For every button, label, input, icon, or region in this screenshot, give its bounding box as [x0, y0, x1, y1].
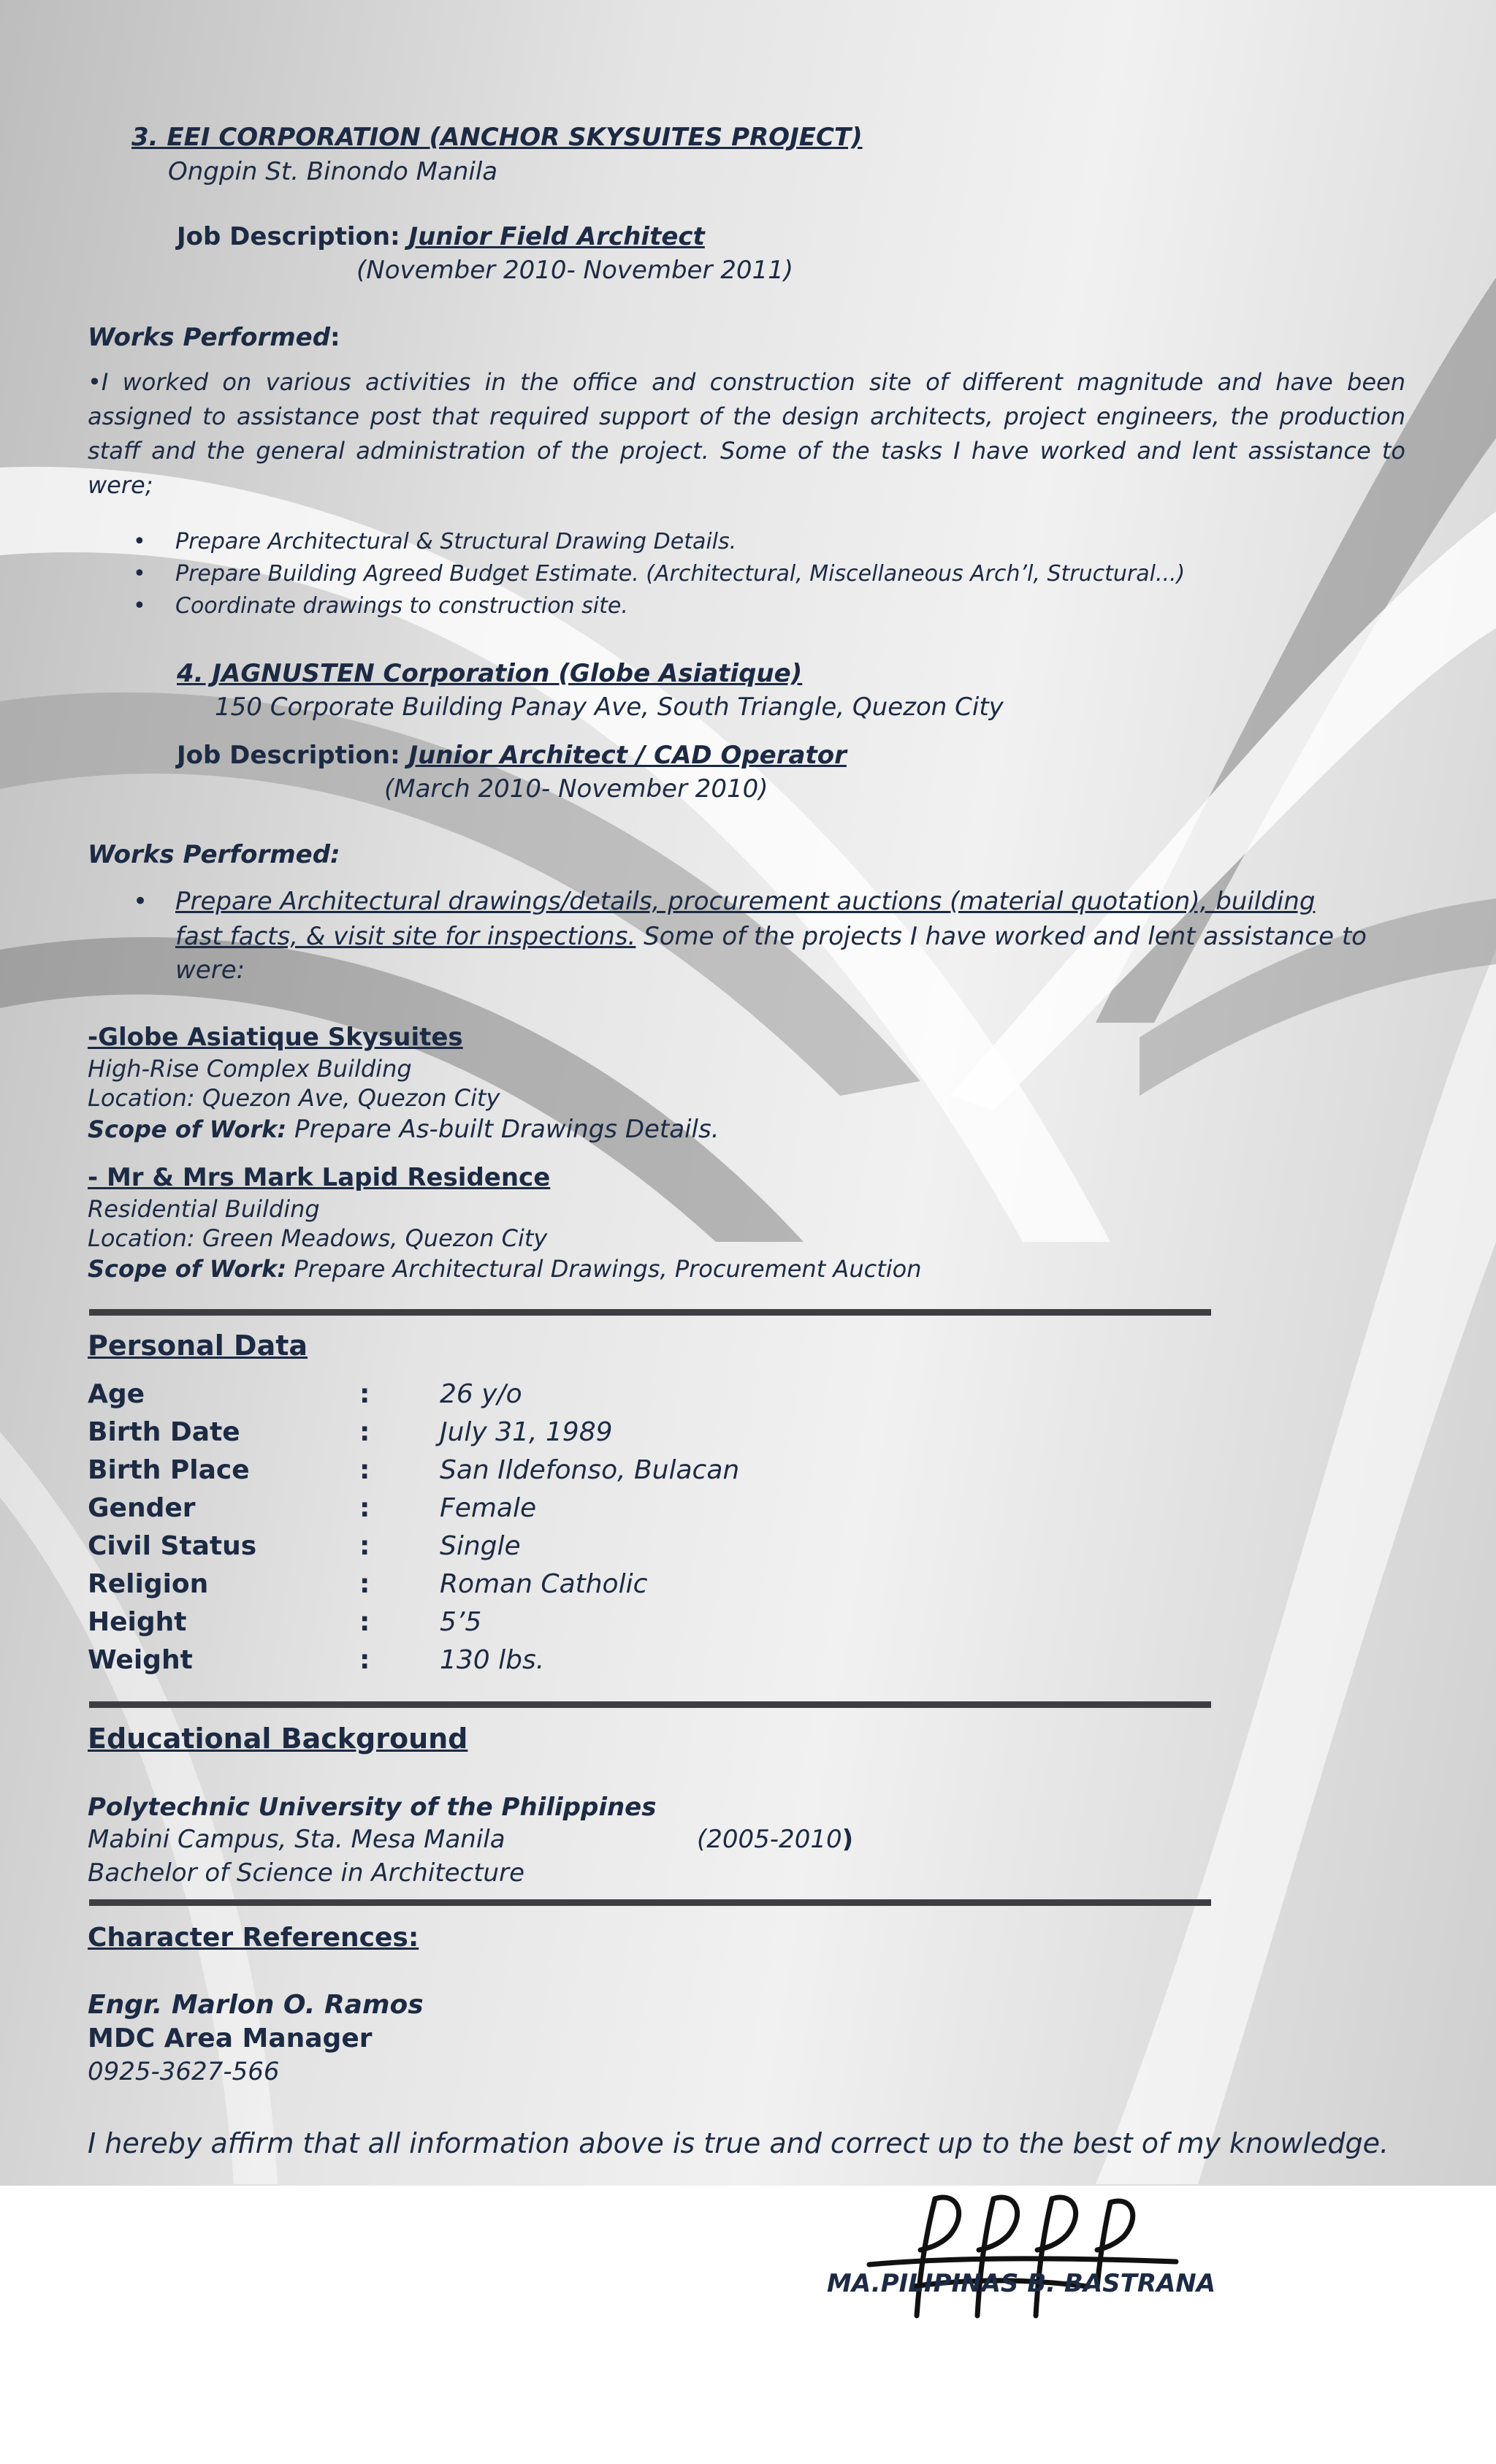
affirmation-statement: I hereby affirm that all information above is true and correct up to the best of my knowledge.	[88, 2127, 1389, 2159]
project-1-type: High-Rise Complex Building	[88, 1055, 412, 1083]
exp4-job	[177, 741, 847, 770]
bullet-dot: •	[133, 561, 146, 587]
project-1-location: Location: Quezon Ave, Quezon City	[88, 1084, 500, 1112]
personal-value-birth-place: San Ildefonso, Bulacan	[440, 1455, 740, 1485]
personal-label-religion: Religion	[88, 1569, 209, 1599]
personal-value-birth-date: July 31, 1989	[440, 1417, 613, 1447]
exp4-job-title: Junior Architect / CAD Operator	[408, 741, 847, 770]
exp3-job	[177, 222, 705, 251]
exp3-task-2: Prepare Building Agreed Budget Estimate. (Architectural, Miscellaneous Arch’l, Structural...)	[175, 561, 1186, 587]
exp3-description: •I worked on various activities in the office and construction site of different magnitude and have been assigned to assistance post that required support of the design architects, project engineers, the production staff and the general administration of the project. Some of the tasks I have worked and lent assistance to were;	[88, 368, 1405, 499]
exp3-task-1: Prepare Architectural & Structural Drawing Details.	[175, 529, 737, 554]
project-2-name: - Mr & Mrs Mark Lapid Residence	[88, 1163, 551, 1192]
personal-value-age: 26 y/o	[440, 1379, 522, 1409]
project-2-type: Residential Building	[88, 1195, 320, 1223]
exp3-works-label: Works Performed	[88, 323, 331, 352]
personal-label-birth-place: Birth Place	[88, 1455, 250, 1485]
personal-value-civil-status: Single	[440, 1531, 521, 1561]
personal-label-civil-status: Civil Status	[88, 1531, 257, 1561]
signature-image	[840, 2184, 1220, 2330]
personal-label-birth-date: Birth Date	[88, 1417, 240, 1447]
exp4-works-label: Works Performed:	[88, 840, 340, 869]
personal-value-weight: 130 lbs.	[440, 1645, 545, 1675]
personal-label-age: Age	[88, 1379, 145, 1409]
project-1-scope-label: Scope of Work:	[88, 1115, 287, 1143]
education-years-text: (2005-2010	[697, 1825, 842, 1854]
education-years-close: )	[842, 1825, 854, 1854]
personal-colon: :	[359, 1607, 370, 1637]
personal-colon: :	[359, 1455, 370, 1485]
personal-data-title: Personal Data	[88, 1330, 308, 1362]
project-1-name: -Globe Asiatique Skysuites	[88, 1023, 463, 1052]
personal-value-gender: Female	[440, 1493, 537, 1523]
education-campus: Mabini Campus, Sta. Mesa Manila	[88, 1825, 505, 1854]
exp4-bullet-line-1	[175, 887, 1405, 916]
exp4-bullet-line-3: were:	[175, 956, 245, 985]
bullet-dot: •	[133, 593, 146, 619]
exp4-heading: 4. JAGNUSTEN Corporation (Globe Asiatique)	[177, 659, 803, 688]
project-2-scope-label: Scope of Work:	[88, 1255, 287, 1283]
reference-phone: 0925-3627-566	[88, 2057, 280, 2086]
section-divider	[89, 1309, 1211, 1316]
education-title: Educational Background	[88, 1723, 468, 1755]
reference-name: Engr. Marlon O. Ramos	[88, 1990, 424, 2020]
exp4-bullet-line-2	[175, 922, 1367, 951]
exp4-period: (March 2010- November 2010)	[384, 774, 768, 804]
bullet-dot: •	[133, 887, 148, 916]
personal-colon: :	[359, 1531, 370, 1561]
exp4-bullet-underlined-1: Prepare Architectural drawings/details, procurement auctions (material quotation), building	[175, 887, 1316, 916]
exp3-address: Ongpin St. Binondo Manila	[168, 157, 498, 186]
exp3-task-3: Coordinate drawings to construction site.	[175, 593, 628, 619]
references-title: Character References:	[88, 1923, 419, 1953]
personal-colon: :	[359, 1569, 370, 1599]
personal-label-gender: Gender	[88, 1493, 196, 1523]
exp3-job-label: Job Description:	[177, 222, 409, 251]
personal-colon: :	[359, 1417, 370, 1447]
project-1-scope-value: Prepare As-built Drawings Details.	[286, 1115, 720, 1144]
bullet-dot: •	[133, 529, 146, 554]
personal-label-height: Height	[88, 1607, 187, 1637]
exp4-bullet-underlined-2: fast facts, & visit site for inspections.	[175, 922, 636, 951]
exp4-bullet-rest-2: Some of the projects I have worked and lent assistance to	[636, 922, 1367, 951]
exp4-address: 150 Corporate Building Panay Ave, South Triangle, Quezon City	[215, 693, 1004, 722]
exp4-job-label: Job Description:	[177, 741, 409, 770]
personal-value-religion: Roman Catholic	[440, 1569, 648, 1599]
section-divider	[89, 1899, 1211, 1906]
education-degree: Bachelor of Science in Architecture	[88, 1858, 524, 1888]
exp3-period: (November 2010- November 2011)	[356, 256, 794, 285]
exp3-works-colon: :	[330, 323, 340, 352]
project-1-scope	[88, 1115, 720, 1144]
exp3-works-performed	[88, 323, 340, 352]
education-years	[697, 1825, 853, 1854]
signature-name: MA.PILIPINAS B. BASTRANA	[827, 2269, 1216, 2298]
education-school: Polytechnic University of the Philippines	[88, 1793, 657, 1822]
personal-colon: :	[359, 1645, 370, 1675]
section-divider	[89, 1701, 1211, 1708]
exp3-job-title: Junior Field Architect	[408, 222, 705, 251]
personal-label-weight: Weight	[88, 1645, 193, 1675]
project-2-location: Location: Green Meadows, Quezon City	[88, 1224, 548, 1252]
project-2-scope	[88, 1255, 921, 1283]
reference-position: MDC Area Manager	[88, 2024, 373, 2053]
personal-value-height: 5’5	[440, 1607, 482, 1637]
personal-colon: :	[359, 1493, 370, 1523]
exp3-heading: 3. EEI CORPORATION (ANCHOR SKYSUITES PROJECT)	[131, 123, 863, 152]
personal-colon: :	[359, 1379, 370, 1409]
project-2-scope-value: Prepare Architectural Drawings, Procurement Auction	[286, 1255, 922, 1283]
